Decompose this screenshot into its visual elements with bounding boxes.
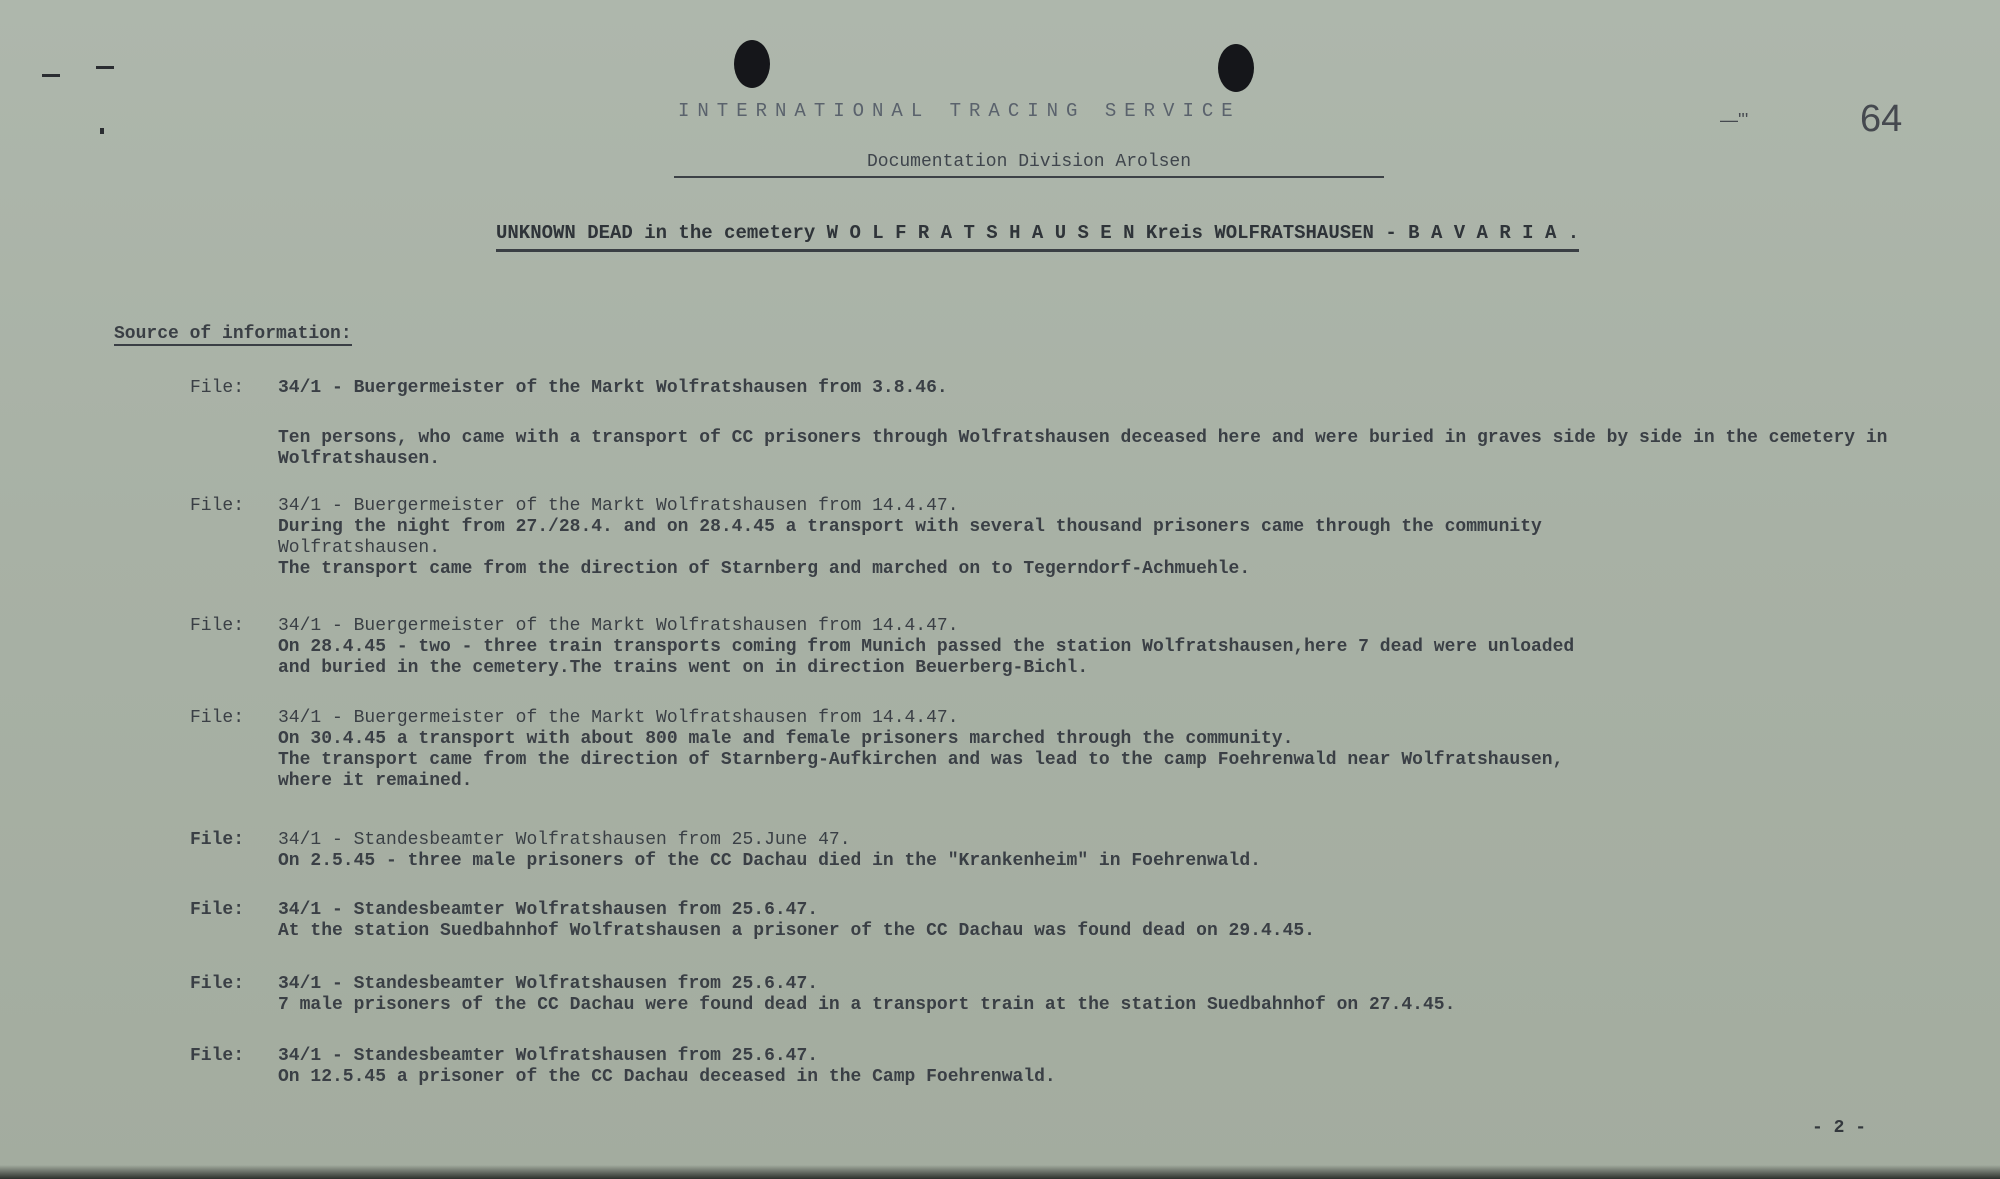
file-label: File: [190,708,245,728]
file-label: File: [190,900,245,920]
entry-line: 7 male prisoners of the CC Dachau were found dead in a transport train at the station Suedbahnhof on 27.4.45. [278,995,1456,1015]
file-entry [190,708,1890,792]
margin-mark [96,66,114,69]
entry-line: The transport came from the direction of Starnberg-Aufkirchen and was lead to the camp Foehrenwald near Wolfratshausen, [278,750,1564,770]
entry-line: The transport came from the direction of Starnberg and marched on to Tegerndorf-Achmuehle. [278,559,1251,579]
entry-line: On 28.4.45 - two - three train transports coming from Munich passed the station Wolfratshausen,here 7 dead were unloaded [278,637,1575,657]
document-subtitle: Documentation Division Arolsen [674,152,1384,178]
entry-line: Wolfratshausen. [278,538,441,558]
entry-line: On 30.4.45 a transport with about 800 male and female prisoners marched through the community. [278,729,1294,749]
document-header-title: INTERNATIONAL TRACING SERVICE [678,100,1241,122]
entry-paragraph [278,428,1898,470]
paragraph-line: side in the cemetery in Wolfratshausen. [278,428,1888,469]
scan-edge-shadow [0,1165,2000,1179]
file-reference: 34/1 - Buergermeister of the Markt Wolfratshausen from 14.4.47. [278,496,959,516]
entry-line: On 12.5.45 a prisoner of the CC Dachau deceased in the Camp Foehrenwald. [278,1067,1056,1087]
page-number: - 2 - [1812,1118,1867,1138]
file-label: File: [190,974,245,994]
file-entry [190,900,1890,942]
file-reference: 34/1 - Standesbeamter Wolfratshausen from 25.6.47. [278,1046,819,1066]
page-mark: —''' [1720,110,1749,130]
file-entry [190,616,1890,679]
file-label: File: [190,496,245,516]
file-reference: 34/1 - Buergermeister of the Markt Wolfratshausen from 3.8.46. [278,378,948,398]
file-label: File: [190,830,245,850]
entry-line: During the night from 27./28.4. and on 28.4.45 a transport with several thousand prisoners came through the community [278,517,1542,537]
entry-line: At the station Suedbahnhof Wolfratshausen a prisoner of the CC Dachau was found dead on 29.4.45. [278,921,1315,941]
punch-hole-right [1218,44,1254,92]
margin-mark [42,74,60,77]
paragraph-line: Ten persons, who came with a transport of CC prisoners through Wolfratshausen deceased here and were buried in graves side by [278,428,1629,448]
file-label: File: [190,616,245,636]
margin-mark [100,128,104,134]
punch-hole-left [734,40,770,88]
entry-line: where it remained. [278,771,473,791]
file-reference: 34/1 - Standesbeamter Wolfratshausen from 25.June 47. [278,830,851,850]
file-reference: 34/1 - Buergermeister of the Markt Wolfratshausen from 14.4.47. [278,708,959,728]
document-heading: UNKNOWN DEAD in the cemetery W O L F R A T S H A U S E N Kreis WOLFRATSHAUSEN - B A V A R I A . [496,222,1579,252]
file-entry [190,1046,1890,1088]
page-reference-number: 64 [1860,98,1903,140]
file-reference: 34/1 - Buergermeister of the Markt Wolfratshausen from 14.4.47. [278,616,959,636]
entry-line: and buried in the cemetery.The trains went on in direction Beuerberg-Bichl. [278,658,1089,678]
file-entry [190,496,1890,580]
file-entry [190,830,1890,872]
file-entry [190,974,1890,1016]
entry-line: On 2.5.45 - three male prisoners of the CC Dachau died in the "Krankenheim" in Foehrenwald. [278,851,1261,871]
file-label: File: [190,1046,245,1066]
file-entry [190,378,1890,399]
file-reference: 34/1 - Standesbeamter Wolfratshausen from 25.6.47. [278,900,819,920]
source-of-information-label: Source of information: [114,324,352,344]
file-reference: 34/1 - Standesbeamter Wolfratshausen from 25.6.47. [278,974,819,994]
file-label: File: [190,378,245,398]
